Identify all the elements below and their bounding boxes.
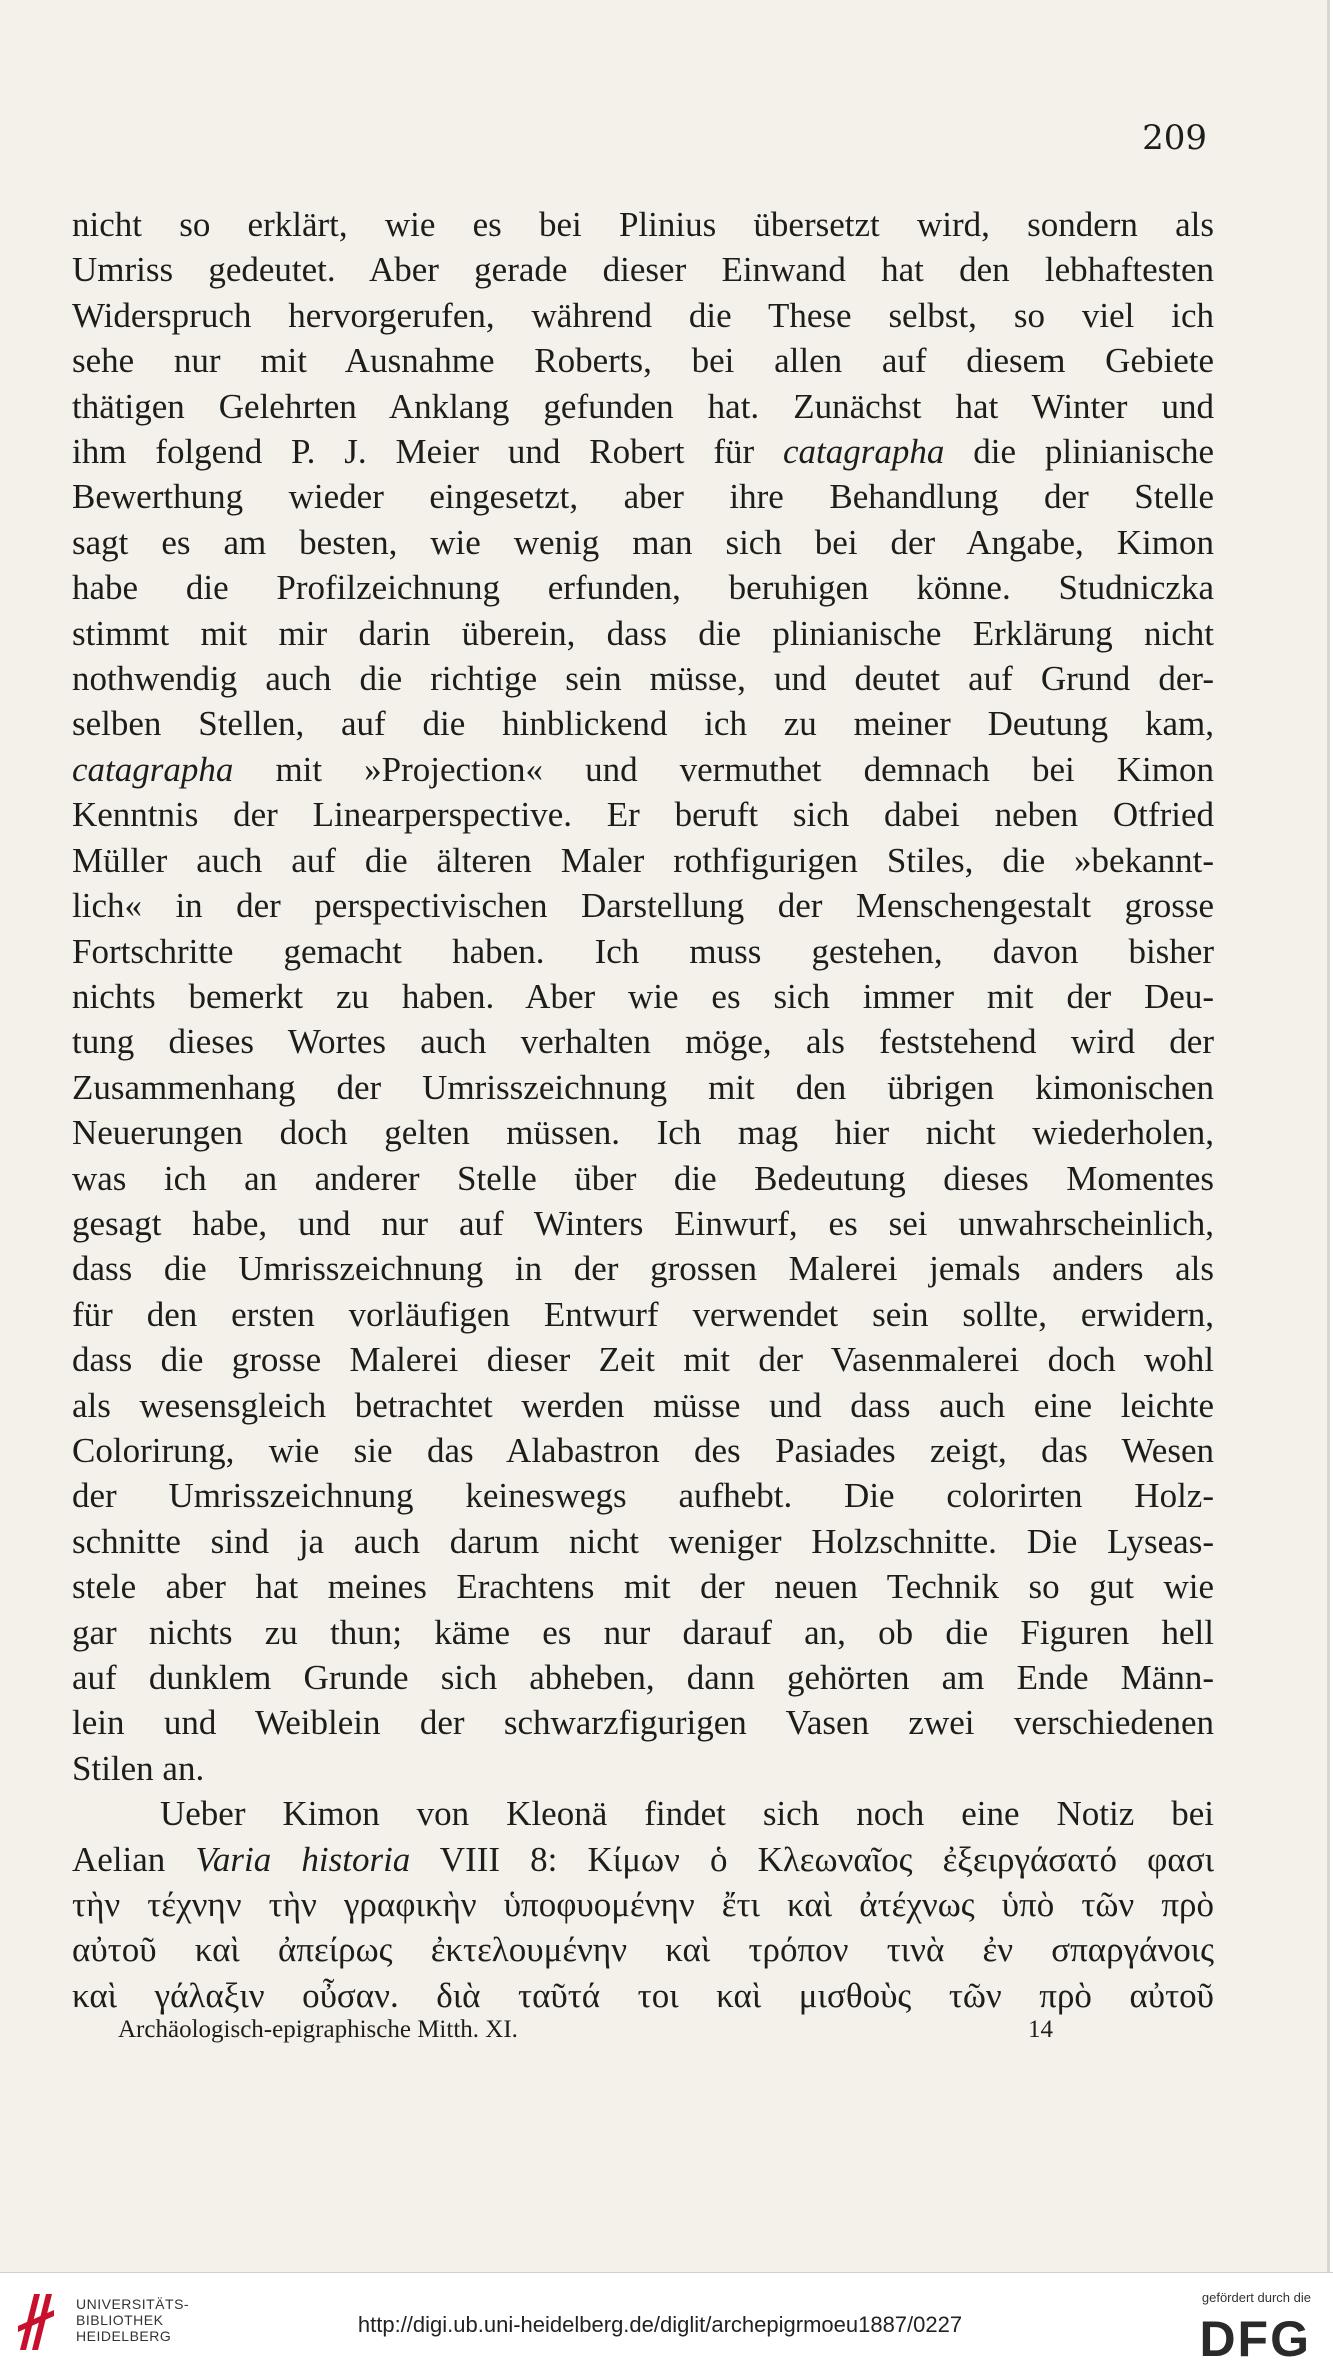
text-line: stimmt mit mir darin überein, dass die plinianische Erklärung nicht — [72, 613, 1214, 653]
funded-by-label: gefördert durch die — [1201, 2290, 1311, 2305]
text-line: τὴν τέχνην τὴν γραφικὴν ὑποφυομένην ἔτι καὶ ἀτέχνως ὑπὸ τῶν πρὸ — [72, 1885, 1214, 1925]
text-line: Neuerungen doch gelten müssen. Ich mag hier nicht wiederholen, — [72, 1113, 1214, 1153]
text-line: der Umrisszeichnung keineswegs aufhebt. Die colorirten Holz- — [72, 1476, 1214, 1516]
page-number: 209 — [1142, 118, 1207, 158]
dfg-logo: DFG — [1199, 2311, 1311, 2367]
text-line: für den ersten vorläufigen Entwurf verwendet sein sollte, erwidern, — [72, 1294, 1214, 1334]
text-line: Müller auch auf die älteren Maler rothfigurigen Stiles, die »bekannt- — [72, 840, 1214, 880]
text-line: selben Stellen, auf die hinblickend ich zu meiner Deutung kam, — [72, 704, 1214, 744]
text-line: Aelian Varia historia VIII 8: Κίμων ὁ Κλεωναῖος ἐξειργάσατό φασι — [72, 1839, 1214, 1879]
page-footer — [118, 2016, 1068, 2044]
permalink-url[interactable]: http://digi.ub.uni-heidelberg.de/diglit/archepigrmoeu1887/0227 — [357, 2312, 963, 2337]
text-line: Ueber Kimon von Kleonä findet sich noch eine Notiz bei — [160, 1794, 1214, 1834]
text-line: nicht so erklärt, wie es bei Plinius übersetzt wird, sondern als — [72, 205, 1214, 244]
text-line: habe die Profilzeichnung erfunden, beruhigen könne. Studniczka — [72, 568, 1214, 608]
text-line: catagrapha mit »Projection« und vermuthet demnach bei Kimon — [72, 749, 1214, 789]
text-line: καὶ γάλαξιν οὖσαν. διὰ ταῦτά τοι καὶ μισθοὺς τῶν πρὸ αὐτοῦ — [72, 1975, 1214, 2015]
text-line: auf dunklem Grunde sich abheben, dann gehörten am Ende Männ- — [72, 1658, 1214, 1697]
text-line: gesagt habe, und nur auf Winters Einwurf, es sei unwahrscheinlich, — [72, 1203, 1214, 1243]
text-line: Stilen an. — [72, 1748, 205, 1788]
text-line: Umriss gedeutet. Aber gerade dieser Einwand hat den lebhaftesten — [72, 250, 1214, 290]
text-line: gar nichts zu thun; käme es nur darauf an, ob die Figuren hell — [72, 1612, 1214, 1652]
text-line: schnitte sind ja auch darum nicht weniger Holzschnitte. Die Lyseas- — [72, 1521, 1214, 1561]
text-line: stele aber hat meines Erachtens mit der neuen Technik so gut wie — [72, 1567, 1214, 1607]
signature-mark: 14 — [1028, 2016, 1053, 2043]
text-line: Colorirung, wie sie das Alabastron des Pasiades zeigt, das Wesen — [72, 1430, 1214, 1470]
text-line: Zusammenhang der Umrisszeichnung mit den übrigen kimonischen — [72, 1067, 1214, 1107]
text-line: αὐτοῦ καὶ ἀπείρως ἐκτελουμένην καὶ τρόπον τινὰ ἐν σπαργάνοις — [72, 1930, 1214, 1970]
text-line: Widerspruch hervorgerufen, während die These selbst, so viel ich — [72, 295, 1214, 335]
body-text — [72, 202, 1214, 2018]
text-line: dass die grosse Malerei dieser Zeit mit der Vasenmalerei doch wohl — [72, 1340, 1214, 1380]
text-line: als wesensgleich betrachtet werden müsse und dass auch eine leichte — [72, 1385, 1214, 1425]
text-line: sehe nur mit Ausnahme Roberts, bei allen auf diesem Gebiete — [72, 341, 1214, 381]
text-line: Bewerthung wieder eingesetzt, aber ihre Behandlung der Stelle — [72, 477, 1214, 517]
text-line: lich« in der perspectivischen Darstellung der Menschengestalt grosse — [72, 886, 1214, 926]
text-line: was ich an anderer Stelle über die Bedeutung dieses Momentes — [72, 1158, 1214, 1198]
text-line: Fortschritte gemacht haben. Ich muss gestehen, davon bisher — [72, 931, 1214, 971]
text-line: Kenntnis der Linearperspective. Er beruft sich dabei neben Otfried — [72, 795, 1214, 835]
text-line: nichts bemerkt zu haben. Aber wie es sich immer mit der Deu- — [72, 976, 1214, 1016]
university-logo-icon — [14, 2286, 58, 2356]
text-line: thätigen Gelehrten Anklang gefunden hat. Zunächst hat Winter und — [72, 386, 1214, 426]
journal-title: Archäologisch-epigraphische Mitth. XI. — [118, 2016, 518, 2043]
text-line: nothwendig auch die richtige sein müsse, und deutet auf Grund der- — [72, 659, 1214, 699]
text-line: dass die Umrisszeichnung in der grossen Malerei jemals anders als — [72, 1249, 1214, 1289]
library-name: UNIVERSITÄTS- BIBLIOTHEK HEIDELBERG — [76, 2296, 190, 2344]
text-line: tung dieses Wortes auch verhalten möge, als feststehend wird der — [72, 1022, 1214, 1062]
text-line: ihm folgend P. J. Meier und Robert für catagrapha die plinianische — [72, 432, 1214, 472]
text-line: sagt es am besten, wie wenig man sich bei der Angabe, Kimon — [72, 522, 1214, 562]
text-line: lein und Weiblein der schwarzfigurigen Vasen zwei verschiedenen — [72, 1703, 1214, 1743]
